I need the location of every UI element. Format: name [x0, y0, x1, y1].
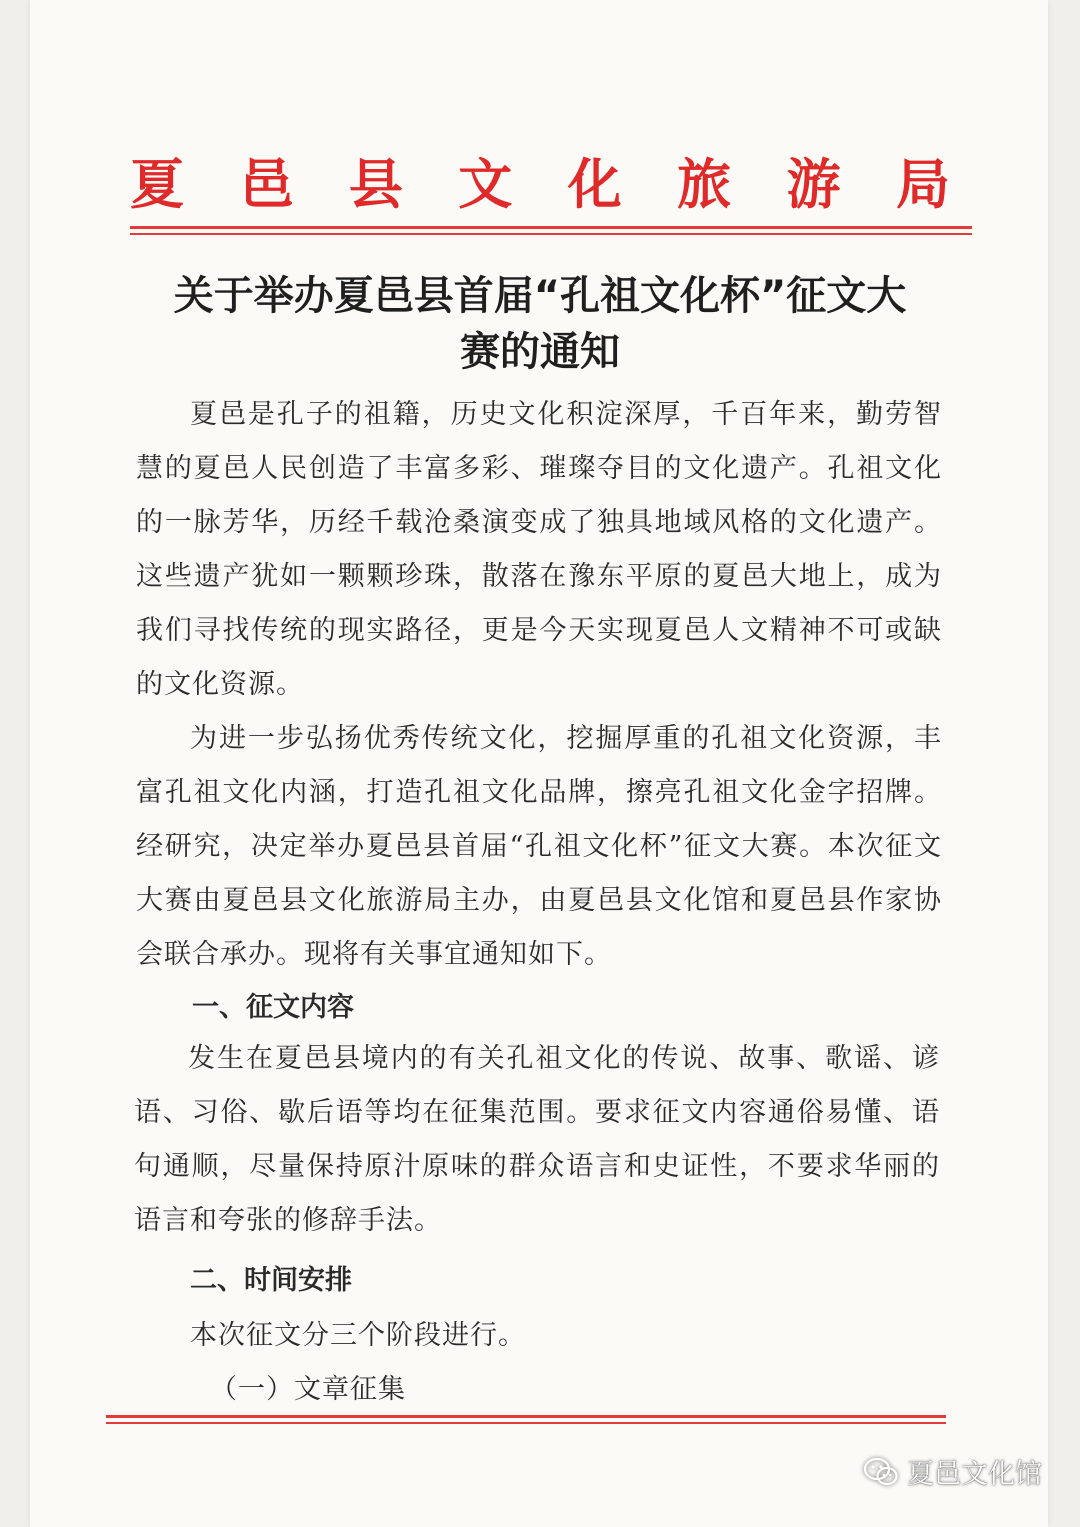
- wechat-icon: [863, 1457, 899, 1487]
- paragraph-intro-1: 夏邑是孔子的祖籍，历史文化积淀深厚，千百年来，勤劳智慧的夏邑人民创造了丰富多彩、璀璨夺目的文化遗产。孔祖文化的一脉芳华，历经千载沧桑演变成了独具地域风格的文化遗产。这些遗产犹如一颗颗珍珠，散落在豫东平原的夏邑大地上，成为我们寻找传统的现实路径，更是今天实现夏邑人文精神不可或缺的文化资源。: [136, 399, 942, 700]
- letterhead-char: 邑: [239, 152, 294, 216]
- letterhead-char: 游: [786, 152, 841, 216]
- document-title: [130, 268, 950, 380]
- letterhead-rule-top: [130, 226, 972, 229]
- letterhead-rule-bottom: [130, 233, 972, 235]
- letterhead-char: 文: [458, 152, 513, 216]
- letterhead-char: 局: [895, 152, 950, 216]
- footer-rule-top: [106, 1415, 946, 1418]
- letterhead-char: 化: [567, 152, 622, 216]
- section-heading-content: 一、征文内容: [192, 992, 354, 1023]
- paragraph-intro-2: 为进一步弘扬优秀传统文化，挖掘厚重的孔祖文化资源，丰富孔祖文化内涵，打造孔祖文化品牌，擦亮孔祖文化金字招牌。经研究，决定举办夏邑县首届“孔祖文化杯”征文大赛。本次征文大赛由夏邑县文化旅游局主办，由夏邑县文化馆和夏邑县作家协会联合承办。现将有关事宜通知如下。: [136, 723, 942, 970]
- letterhead-char: 夏: [130, 152, 184, 216]
- letterhead-char: 旅: [677, 152, 732, 216]
- intro-body: [136, 388, 942, 982]
- wechat-watermark: [863, 1452, 1042, 1491]
- watermark-label: 夏邑文化馆: [907, 1459, 1042, 1490]
- footer-rule-bottom: [106, 1422, 946, 1424]
- section-heading-schedule: 二、时间安排: [190, 1265, 352, 1296]
- document-title-line-2: 赛的通知: [460, 329, 620, 375]
- letterhead-title: [130, 140, 950, 220]
- paragraph-section-content: 发生在夏邑县境内的有关孔祖文化的传说、故事、歌谣、谚语、习俗、歇后语等均在征集范围。要求征文内容通俗易懂、语句通顺，尽量保持原汁原味的群众语言和史证性，不要求华丽的语言和夸张的修辞手法。: [134, 1043, 940, 1236]
- subsection-heading: （一）文章征集: [210, 1374, 406, 1405]
- paragraph-schedule: 本次征文分三个阶段进行。: [190, 1320, 526, 1351]
- letterhead-char: 县: [348, 152, 403, 216]
- document-title-line-1: 关于举办夏邑县首届“孔祖文化杯”征文大: [173, 273, 907, 319]
- section-content-body: [134, 1032, 940, 1248]
